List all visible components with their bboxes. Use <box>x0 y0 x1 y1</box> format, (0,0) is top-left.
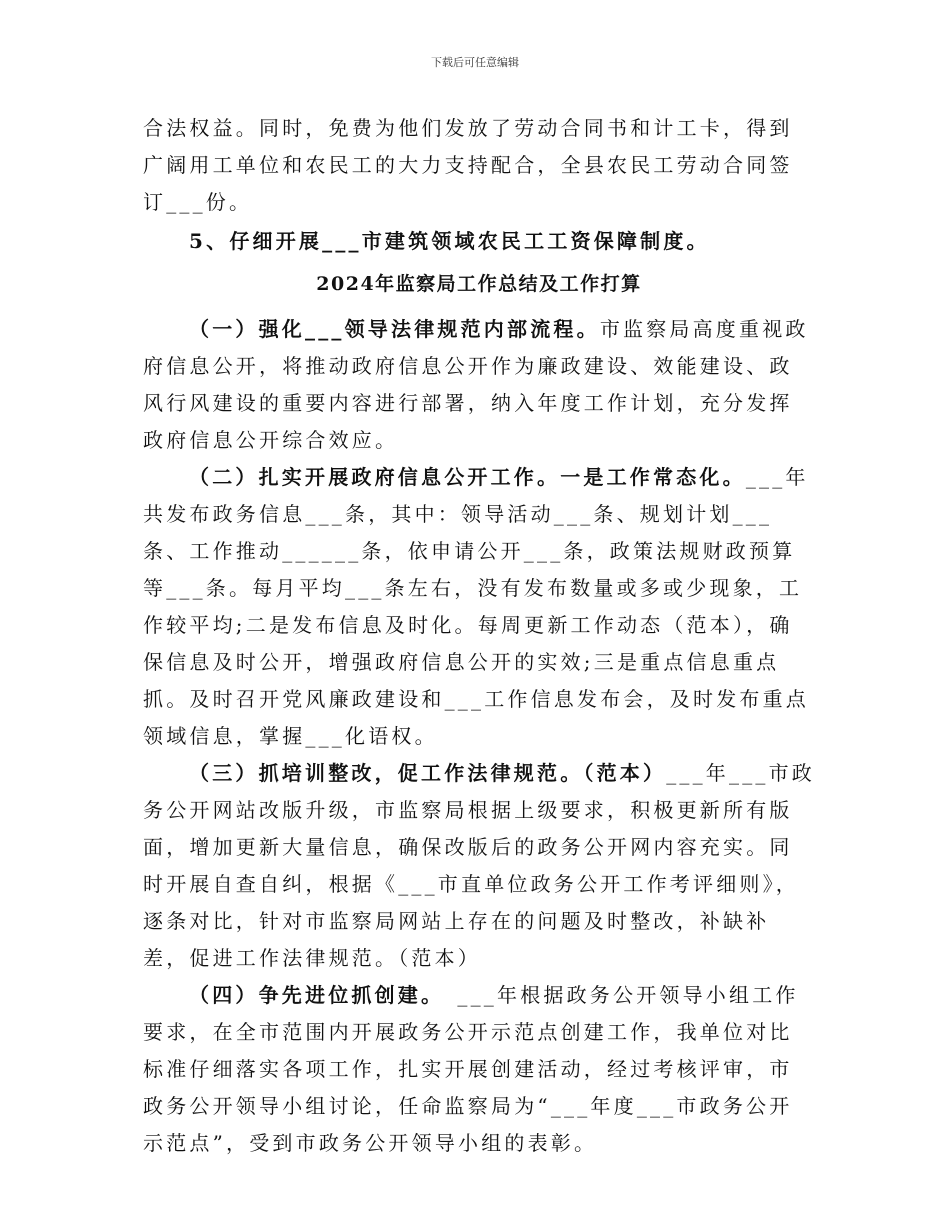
section-1 <box>143 311 815 459</box>
document-title: 2024年监察局工作总结及工作打算 <box>316 273 642 295</box>
section-1-heading: （一）强化___领导法律规范内部流程。 <box>189 317 600 341</box>
section-4 <box>143 977 815 1162</box>
page-header: 下载后可任意编辑 <box>431 56 519 69</box>
section-3-body: ___年___市政务公开网站改版升级，市监察局根据上级要求，积极更新所有版面，增加更新大量信息，确保改版后的政务公开网内容充实。同时开展自查自纠，根据《___市直单位政务公开工作考评细则》，逐条对比，针对市监察局网站上存在的问题及时整改，补缺补差，促进工作法律规范。（范本） <box>143 761 816 970</box>
paragraph-item-5: 5、仔细开展___市建筑领域农民工工资保障制度。 <box>189 229 710 253</box>
section-2-body: ___年共发布政务信息___条，其中：领导活动___条、规划计划___条、工作推动______条，依申请公开___条，政策法规财政预算等___条。每月平均___条左右，没有发布数量或多或少现象，工作较平均;二是发布信息及时化。每周更新工作动态（范本），确保信息及时公开，增强政府信息公开的实效;三是重点信息重点抓。及时召开党风廉政建设和___工作信息发布会，及时发布重点领域信息，掌握___化语权。 <box>143 465 809 748</box>
section-3 <box>143 755 815 977</box>
section-3-heading: （三）抓培训整改，促工作法律规范。（范本） <box>189 761 667 785</box>
section-2 <box>143 459 815 755</box>
section-2-heading: （二）扎实开展政府信息公开工作。一是工作常态化。 <box>189 465 746 489</box>
paragraph-continuation: 合法权益。同时，免费为他们发放了劳动合同书和计工卡，得到广阔用工单位和农民工的大力支持配合，全县农民工劳动合同签订___份。 <box>143 116 793 214</box>
section-4-body: ___年根据政务公开领导小组工作要求，在全市范围内开展政务公开示范点创建工作，我单位对比标准仔细落实各项工作，扎实开展创建活动，经过考核评审，市政务公开领导小组讨论，任命监察局为“___年度___市政务公开示范点”，受到市政务公开领导小组的表彰。 <box>143 983 799 1155</box>
section-1-body: 市监察局高度重视政府信息公开，将推动政府信息公开作为廉政建设、效能建设、政风行风建设的重要内容进行部署，纳入年度工作计划，充分发挥政府信息公开综合效应。 <box>143 317 809 452</box>
section-4-heading: （四）争先进位抓创建。 <box>189 983 435 1007</box>
document-body <box>143 110 815 1162</box>
